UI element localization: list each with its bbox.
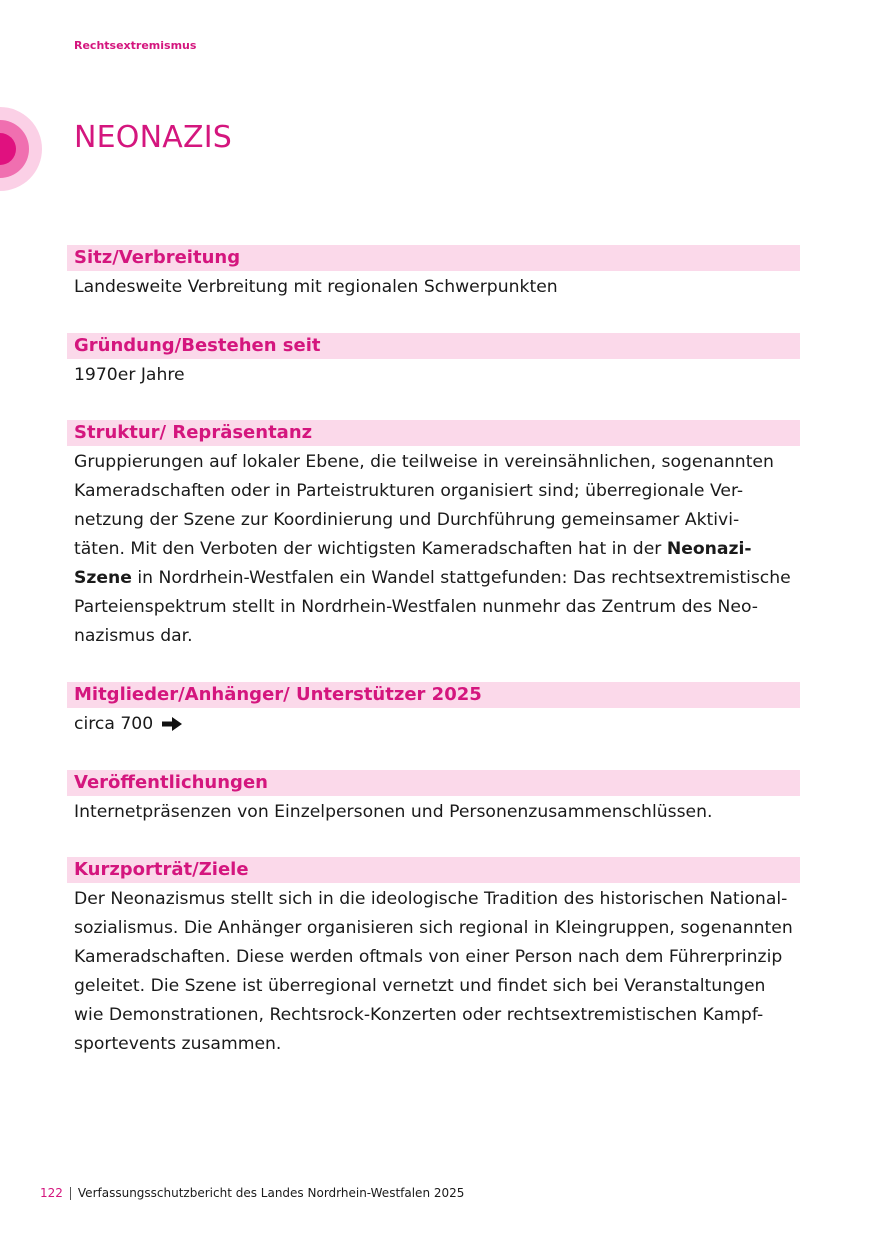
body-line: Gruppierungen auf lokaler Ebene, die teilweise in vereinsähnlichen, sogenannten [74, 452, 774, 472]
body-line: 1970er Jahre [74, 365, 185, 385]
section-heading: Sitz/Verbreitung [67, 245, 800, 271]
body-line [74, 710, 800, 739]
bold-term: Neonazi- [666, 539, 752, 559]
body-line [74, 535, 800, 564]
section-heading: Mitglieder/Anhänger/ Unterstützer 2025 [67, 682, 800, 708]
body-line: wie Demonstrationen, Rechtsrock-Konzerten oder rechtsextremistischen Kampf- [74, 1005, 764, 1025]
section-mitglieder [67, 682, 800, 739]
circle-decoration-icon [0, 0, 60, 200]
section-struktur [67, 420, 800, 651]
section-heading: Struktur/ Repräsentanz [67, 420, 800, 446]
body-line: nazismus dar. [74, 626, 193, 646]
page-number: 122 [40, 1186, 63, 1200]
body-line: Kameradschaften oder in Parteistrukturen organisiert sind; überregionale Ver- [74, 481, 744, 501]
page-footer [40, 1186, 464, 1200]
body-line: Internetpräsenzen von Einzelpersonen und Personenzusammenschlüssen. [74, 802, 713, 822]
body-line: netzung der Szene zur Koordinierung und Durchführung gemeinsamer Aktivi- [74, 510, 740, 530]
section-kurzportraet [67, 857, 800, 1059]
body-line: Parteienspektrum stellt in Nordrhein-Westfalen nunmehr das Zentrum des Neo- [74, 597, 758, 617]
section-body [67, 885, 800, 1059]
section-heading: Gründung/Bestehen seit [67, 333, 800, 359]
body-line: Landesweite Verbreitung mit regionalen Schwerpunkten [74, 277, 558, 297]
arrow-right-icon [161, 716, 183, 732]
body-line: sportevents zusammen. [74, 1034, 282, 1054]
body-line: Der Neonazismus stellt sich in die ideologische Tradition des historischen National- [74, 889, 788, 909]
section-body [67, 448, 800, 651]
section-body [67, 798, 800, 827]
bold-term: Szene [74, 568, 132, 588]
member-count: circa 700 [74, 714, 154, 734]
section-body [67, 710, 800, 739]
section-body [67, 273, 800, 302]
body-text: täten. Mit den Verboten der wichtigsten Kameradschaften hat in der [74, 539, 667, 559]
page-title: NEONAZIS [74, 120, 233, 155]
body-line: geleitet. Die Szene ist überregional vernetzt und findet sich bei Veranstaltungen [74, 976, 766, 996]
section-gruendung [67, 333, 800, 390]
body-line [74, 564, 800, 593]
body-line: sozialismus. Die Anhänger organisieren sich regional in Kleingruppen, sogenannten [74, 918, 793, 938]
running-head: Rechtsextremismus [74, 39, 197, 52]
footer-text: Verfassungsschutzbericht des Landes Nordrhein-Westfalen 2025 [77, 1186, 465, 1200]
body-line: Kameradschaften. Diese werden oftmals von einer Person nach dem Führerprinzip [74, 947, 783, 967]
section-sitz [67, 245, 800, 302]
footer-divider [70, 1187, 71, 1200]
body-text: in Nordrhein-Westfalen ein Wandel stattgefunden: Das rechtsextremistische [131, 568, 791, 588]
section-veroeffentlichungen [67, 770, 800, 827]
section-heading: Veröffentlichungen [67, 770, 800, 796]
section-heading: Kurzporträt/Ziele [67, 857, 800, 883]
section-body [67, 361, 800, 390]
